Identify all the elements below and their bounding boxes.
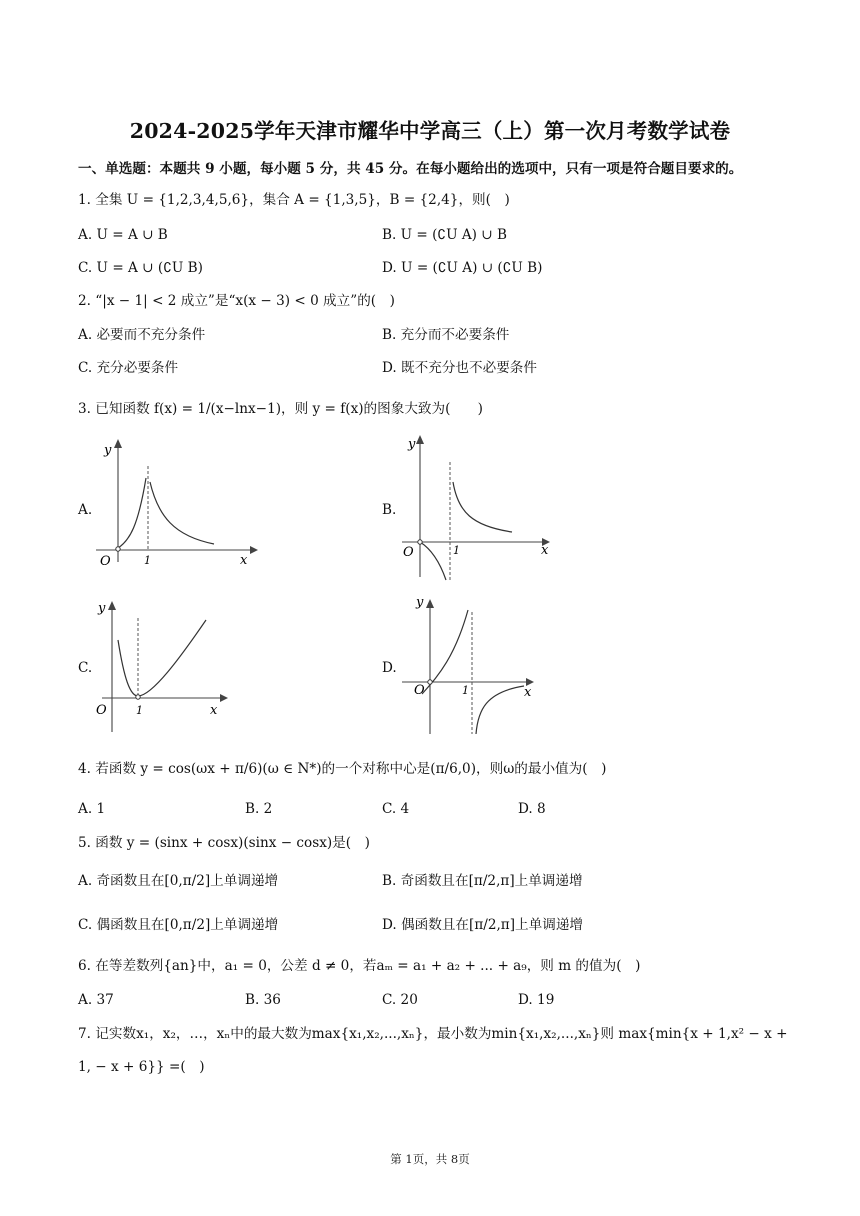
graph-b-tick-1: 1: [453, 544, 460, 557]
q5-option-d: D. 偶函数且在[π/2,π]上单调递增: [382, 917, 584, 933]
q3-option-b-label: B.: [382, 502, 397, 518]
q1-option-c: C. U = A ∪ (∁U B): [78, 260, 203, 276]
page-title: 2024-2025学年天津市耀华中学高三（上）第一次月考数学试卷: [129, 119, 731, 143]
q6-option-c: C. 20: [382, 992, 418, 1008]
q6-option-a: A. 37: [78, 992, 114, 1008]
q2-option-b: B. 充分而不必要条件: [382, 327, 510, 343]
graph-a-x-label: x: [240, 553, 248, 568]
graph-c-x-label: x: [210, 703, 218, 718]
q3-option-d-label: D.: [382, 660, 397, 676]
page-footer: 第 1页，共 8页: [390, 1152, 470, 1166]
graph-c-origin-label: O: [96, 703, 107, 718]
graph-d-y-label: y: [416, 595, 424, 610]
q3-option-a-label: A.: [78, 502, 93, 518]
q1-stem: 1. 全集 U = {1,2,3,4,5,6}，集合 A = {1,3,5}，B = {2,4}，则( ): [78, 192, 510, 208]
q7-stem-line-1: 7. 记实数x₁，x₂，…，xₙ中的最大数为max{x₁,x₂,...,xₙ}，最小数为min{x₁,x₂,...,xₙ}则 max{min{x + 1,x² − x +: [78, 1026, 788, 1042]
graph-a-origin-label: O: [100, 554, 111, 569]
q5-stem: 5. 函数 y = (sinx + cosx)(sinx − cosx)是( ): [78, 835, 370, 851]
q4-option-a: A. 1: [78, 801, 106, 817]
q3-option-c-label: C.: [78, 660, 93, 676]
q4-stem: 4. 若函数 y = cos(ωx + π/6)(ω ∈ N*)的一个对称中心是(π/6,0)，则ω的最小值为( ): [78, 761, 607, 777]
graph-b-y-label: y: [408, 437, 416, 452]
q6-stem: 6. 在等差数列{an}中，a₁ = 0，公差 d ≠ 0，若aₘ = a₁ + a₂ + ... + a₉，则 m 的值为( ): [78, 958, 641, 974]
q2-stem: 2. “|x − 1| < 2 成立”是“x(x − 3) < 0 成立”的( ): [78, 293, 395, 309]
graph-d: [400, 590, 550, 740]
q5-option-a: A. 奇函数且在[0,π/2]上单调递增: [78, 873, 279, 889]
q5-option-c: C. 偶函数且在[0,π/2]上单调递增: [78, 917, 279, 933]
q6-option-b: B. 36: [245, 992, 281, 1008]
graph-b: [400, 432, 560, 582]
q6-option-d: D. 19: [518, 992, 555, 1008]
graph-d-origin-label: O: [414, 683, 425, 698]
q1-option-d: D. U = (∁U A) ∪ (∁U B): [382, 260, 543, 276]
q7-stem-line-2: 1, − x + 6}} =( ): [78, 1059, 205, 1075]
q1-option-a: A. U = A ∪ B: [78, 227, 168, 243]
q2-option-a: A. 必要而不充分条件: [78, 327, 206, 343]
graph-d-x-label: x: [524, 685, 532, 700]
graph-d-tick-1: 1: [462, 684, 469, 697]
q2-option-d: D. 既不充分也不必要条件: [382, 360, 537, 376]
q4-option-c: C. 4: [382, 801, 410, 817]
q1-option-b: B. U = (∁U A) ∪ B: [382, 227, 507, 243]
q5-option-b: B. 奇函数且在[π/2,π]上单调递增: [382, 873, 583, 889]
q4-option-d: D. 8: [518, 801, 546, 817]
graph-b-x-label: x: [541, 543, 549, 558]
q2-option-c: C. 充分必要条件: [78, 360, 179, 376]
graph-c-tick-1: 1: [136, 704, 143, 717]
q3-stem: 3. 已知函数 f(x) = 1/(x−lnx−1)，则 y = f(x)的图象大致为( ): [78, 401, 483, 417]
graph-a-y-label: y: [104, 443, 112, 458]
graph-c: [94, 598, 244, 738]
graph-a-tick-1: 1: [144, 554, 151, 567]
q4-option-b: B. 2: [245, 801, 273, 817]
section-heading: 一、单选题：本题共 9 小题，每小题 5 分，共 45 分。在每小题给出的选项中，只有一项是符合题目要求的。: [78, 161, 743, 177]
graph-a: [94, 436, 264, 569]
graph-b-origin-label: O: [403, 545, 414, 560]
graph-c-y-label: y: [98, 601, 106, 616]
